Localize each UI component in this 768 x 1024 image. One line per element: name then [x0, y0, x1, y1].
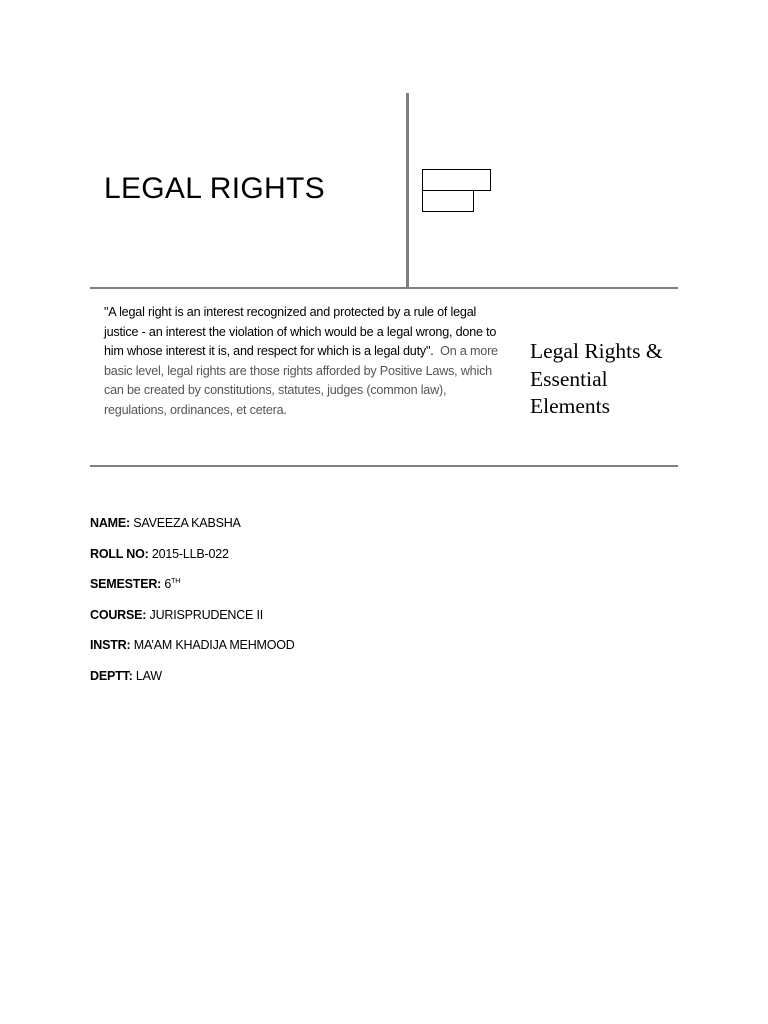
- info-row-roll: [90, 547, 295, 578]
- student-info: [90, 516, 295, 699]
- vertical-divider: [406, 93, 409, 289]
- course-label: COURSE:: [90, 607, 147, 622]
- info-row-instructor: [90, 638, 295, 669]
- roll-value: 2015-LLB-022: [151, 546, 229, 561]
- decorative-box-top: [422, 169, 491, 191]
- horizontal-divider-top: [90, 287, 678, 289]
- semester-value: 6: [164, 577, 172, 591]
- document-subtitle: Legal Rights & Essential Elements: [530, 339, 663, 418]
- name-value: SAVEEZA KABSHA: [133, 516, 241, 530]
- deptt-value: LAW: [135, 668, 162, 683]
- info-row-course: [90, 608, 295, 639]
- info-row-department: [90, 669, 295, 700]
- info-row-semester: [90, 577, 295, 608]
- definition-explanation: On a more basic level, legal rights are those rights afforded by Positive Laws, which can be created by constitutions, statutes, judges (common law), regulations, ordinances, et cetera.: [104, 344, 498, 417]
- horizontal-divider-bottom: [90, 465, 678, 467]
- info-row-name: [90, 516, 295, 547]
- semester-suffix: TH: [171, 578, 181, 585]
- deptt-label: DEPTT:: [90, 668, 133, 683]
- definition-paragraph: [104, 303, 510, 420]
- name-label: NAME:: [90, 516, 130, 530]
- decorative-box-bottom: [422, 190, 474, 212]
- roll-label: ROLL NO:: [90, 546, 149, 561]
- definition-quote: "A legal right is an interest recognized and protected by a rule of legal justice - an interest the violation of which would be a legal wrong, done to him whose interest it is, and respect for which is a legal duty".: [104, 305, 497, 358]
- instr-label: INSTR:: [90, 638, 131, 652]
- course-value: JURISPRUDENCE II: [149, 607, 264, 622]
- instr-value: MA’AM KHADIJA MEHMOOD: [133, 638, 295, 652]
- semester-label: SEMESTER:: [90, 577, 162, 591]
- document-title: LEGAL RIGHTS: [104, 172, 325, 205]
